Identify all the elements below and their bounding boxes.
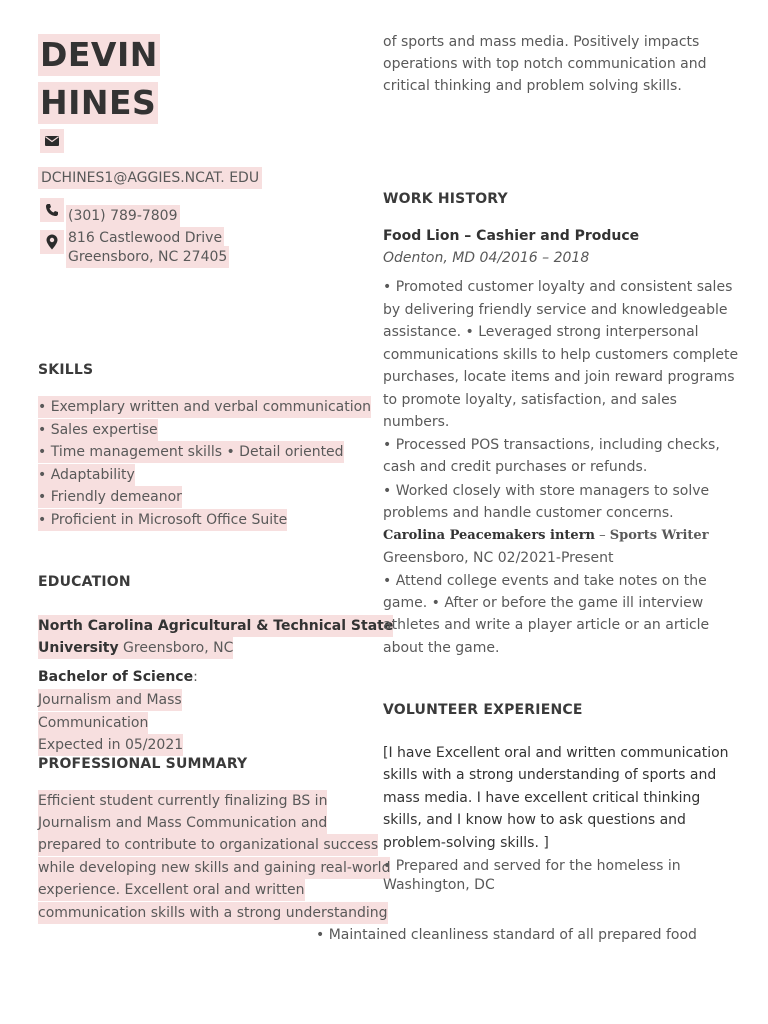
phone-number: (301) 789-7809 (66, 205, 180, 227)
summary-line: while developing new skills and gaining real-world (38, 857, 390, 879)
job-1-bullet-line: problems and handle customer concerns. (383, 505, 674, 521)
job-1-bullet-line: communications skills to help customers complete (383, 347, 739, 363)
school-location: Greensboro, NC (118, 640, 234, 656)
volunteer-statement-line: skills with a strong understanding of sports and (383, 767, 717, 783)
school-name-university: University (38, 640, 119, 656)
job-1-location-dates: Odenton, MD 04/2016 – 2018 (383, 250, 590, 266)
volunteer-item-1-line-1: • Prepared and served for the homeless in (383, 858, 681, 874)
job-2-location-dates: Greensboro, NC 02/2021-Present (383, 550, 614, 566)
skill-item: • Adaptability (38, 464, 135, 486)
skill-item: • Sales expertise (38, 419, 158, 441)
job-1-bullet-line: by delivering friendly service and knowledgeable (383, 302, 728, 318)
education-heading: EDUCATION (38, 574, 131, 590)
location-pin-icon (40, 230, 64, 254)
job-2-employer: Carolina Peacemakers intern (383, 528, 595, 543)
skill-item: • Exemplary written and verbal communication (38, 396, 371, 418)
volunteer-item-2: • Maintained cleanliness standard of all prepared food (316, 927, 697, 943)
summary-continued-line: critical thinking and problem solving skills. (383, 78, 682, 94)
professional-summary-heading: PROFESSIONAL SUMMARY (38, 756, 248, 772)
skill-item: • Proficient in Microsoft Office Suite (38, 509, 287, 531)
last-name: HINES (40, 83, 157, 122)
volunteer-statement-line: [I have Excellent oral and written communication (383, 745, 729, 761)
job-1-bullet-line: purchases, locate items and join reward programs (383, 369, 735, 385)
school-name-line-2 (38, 637, 233, 659)
skill-item: • Friendly demeanor (38, 486, 182, 508)
work-history-heading: WORK HISTORY (383, 191, 508, 207)
job-1-bullet-line: • Promoted customer loyalty and consistent sales (383, 279, 733, 295)
job-2-role: Sports Writer (609, 528, 709, 543)
phone-icon (40, 198, 64, 222)
major-line-1: Journalism and Mass (38, 689, 182, 711)
degree (38, 666, 198, 688)
degree-colon: : (193, 669, 198, 685)
summary-line: Journalism and Mass Communication and (38, 812, 327, 834)
major-line-2: Communication (38, 712, 148, 734)
expected-graduation: Expected in 05/2021 (38, 734, 183, 756)
degree-label: Bachelor of Science (38, 669, 194, 685)
job-1-bullet-line: cash and credit purchases or refunds. (383, 459, 648, 475)
volunteer-statement-line: problem-solving skills. ] (383, 835, 549, 851)
volunteer-experience-heading: VOLUNTEER EXPERIENCE (383, 702, 583, 718)
job-1-bullet-line: assistance. • Leveraged strong interpersonal (383, 324, 699, 340)
email-address[interactable]: DCHINES1@AGGIES.NCAT. EDU (38, 167, 262, 189)
summary-continued-line: of sports and mass media. Positively impacts (383, 34, 700, 50)
summary-line: communication skills with a strong understanding (38, 902, 388, 924)
address-line-2: Greensboro, NC 27405 (66, 246, 229, 268)
job-2-bullet-line: about the game. (383, 640, 500, 656)
skill-item: • Time management skills • Detail oriented (38, 441, 344, 463)
skills-heading: SKILLS (38, 362, 94, 378)
job-2-bullet-line: game. • After or before the game ill interview (383, 595, 704, 611)
school-name-line-1: North Carolina Agricultural & Technical State (38, 615, 393, 637)
job-2-title (383, 525, 709, 547)
summary-line: Efficient student currently finalizing BS in (38, 790, 327, 812)
summary-continued-line: operations with top notch communication and (383, 56, 707, 72)
summary-line: prepared to contribute to organizational success (38, 834, 378, 856)
volunteer-item-1-line-2: Washington, DC (383, 877, 495, 893)
job-1-bullet-line: • Worked closely with store managers to solve (383, 483, 710, 499)
address-line-1: 816 Castlewood Drive (66, 227, 224, 249)
first-name: DEVIN (40, 35, 158, 74)
job-2-bullet-line: athletes and write a player article or an article (383, 617, 710, 633)
job-2-bullet-line: • Attend college events and take notes on the (383, 573, 707, 589)
summary-line: experience. Excellent oral and written (38, 879, 305, 901)
job-1-bullet-line: • Processed POS transactions, including checks, (383, 437, 720, 453)
job-1-title: Food Lion – Cashier and Produce (383, 228, 640, 244)
volunteer-statement-line: mass media. I have excellent critical thinking (383, 790, 701, 806)
envelope-icon (40, 129, 64, 153)
job-1-bullet-line: numbers. (383, 414, 450, 430)
job-1-bullet-line: to promote loyalty, satisfaction, and sales (383, 392, 677, 408)
job-2-separator: – (595, 528, 610, 543)
volunteer-statement-line: skills, and I know how to ask questions and (383, 812, 686, 828)
